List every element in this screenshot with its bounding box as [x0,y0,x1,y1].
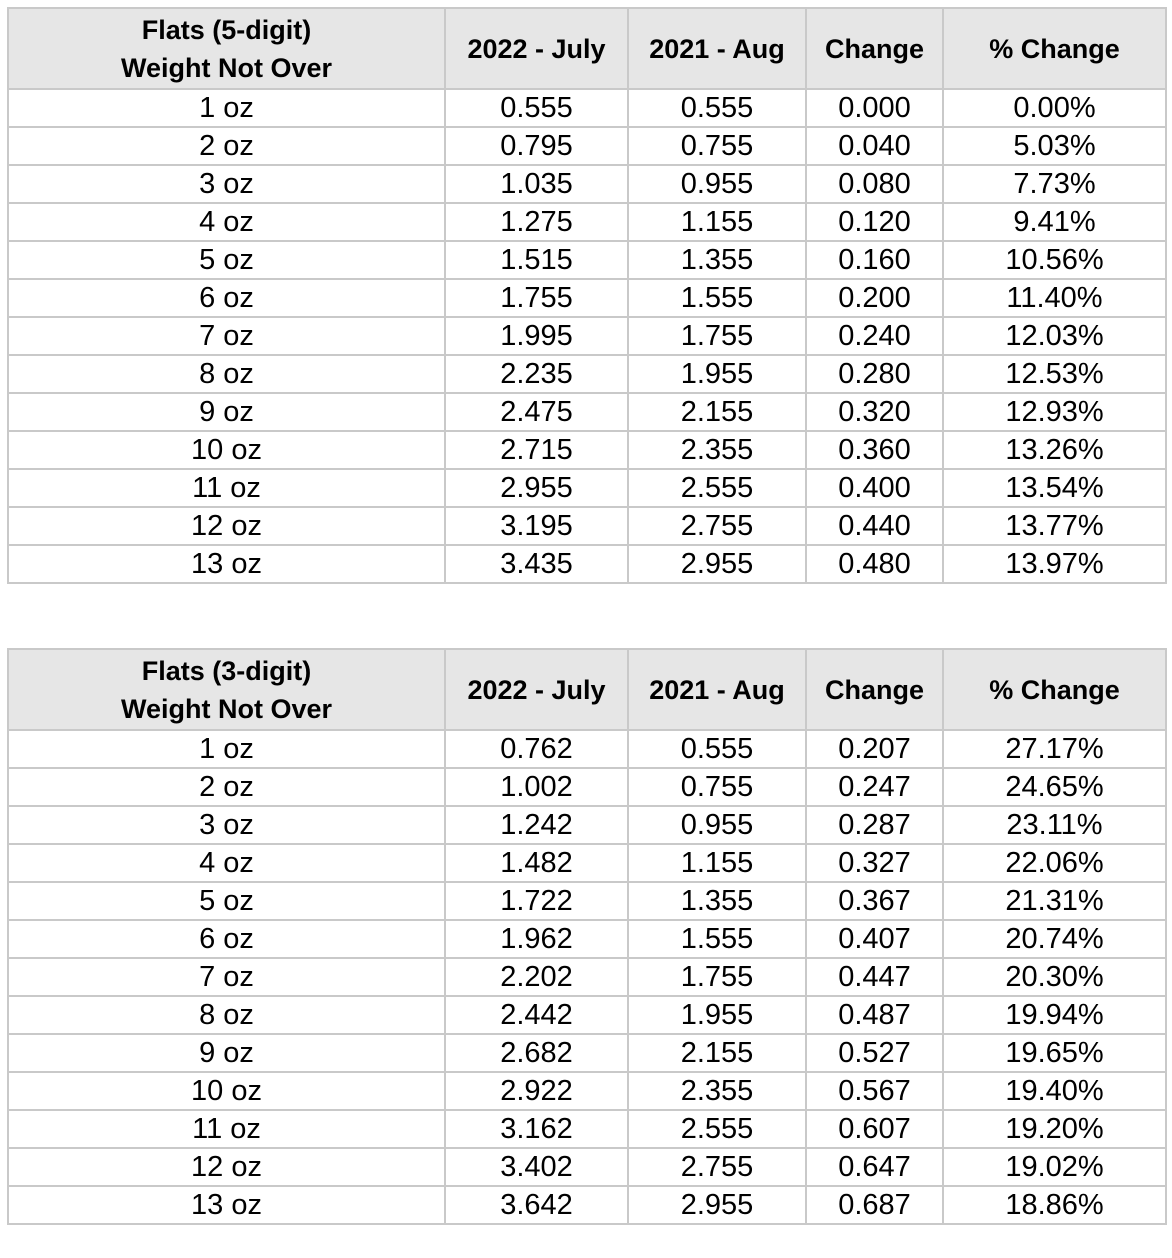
table-row [8,920,1166,958]
change-cell: 0.320 [806,393,943,431]
rate-2022-cell: 2.922 [445,1072,628,1110]
table-row [8,393,1166,431]
pct-change-cell: 27.17% [943,730,1166,768]
flats-5-digit-table [7,7,1167,584]
pct-change-cell: 12.03% [943,317,1166,355]
weight-cell: 5 oz [8,882,445,920]
rate-2022-cell: 3.435 [445,545,628,583]
weight-cell: 3 oz [8,806,445,844]
pct-change-cell: 19.94% [943,996,1166,1034]
change-cell: 0.207 [806,730,943,768]
weight-cell: 13 oz [8,545,445,583]
rate-2021-cell: 1.555 [628,920,806,958]
rate-2021-cell: 0.755 [628,768,806,806]
weight-cell: 10 oz [8,431,445,469]
change-cell: 0.607 [806,1110,943,1148]
rate-2022-cell: 2.202 [445,958,628,996]
change-cell: 0.567 [806,1072,943,1110]
pct-change-cell: 23.11% [943,806,1166,844]
flats-3-digit-table [7,648,1167,1225]
rate-2021-cell: 1.955 [628,355,806,393]
table-row [8,469,1166,507]
rate-2022-cell: 2.442 [445,996,628,1034]
change-cell: 0.487 [806,996,943,1034]
table-row [8,165,1166,203]
col-change-header: Change [806,8,943,89]
table-row [8,127,1166,165]
pct-change-cell: 13.26% [943,431,1166,469]
table-row [8,1072,1166,1110]
change-cell: 0.080 [806,165,943,203]
weight-subtitle: Weight Not Over [120,52,333,83]
table-row [8,806,1166,844]
pct-change-cell: 13.77% [943,507,1166,545]
rate-2022-cell: 1.962 [445,920,628,958]
table-body [8,730,1166,1224]
rate-2021-cell: 0.955 [628,806,806,844]
rate-2022-cell: 3.642 [445,1186,628,1224]
change-cell: 0.360 [806,431,943,469]
weight-cell: 8 oz [8,996,445,1034]
change-cell: 0.447 [806,958,943,996]
rate-2022-cell: 1.755 [445,279,628,317]
rate-2022-cell: 2.955 [445,469,628,507]
weight-cell: 4 oz [8,844,445,882]
weight-cell: 2 oz [8,768,445,806]
table-row [8,882,1166,920]
weight-cell: 5 oz [8,241,445,279]
change-cell: 0.120 [806,203,943,241]
table-header-row [8,8,1166,89]
rate-2022-cell: 2.715 [445,431,628,469]
pct-change-cell: 7.73% [943,165,1166,203]
weight-cell: 11 oz [8,1110,445,1148]
table-row [8,431,1166,469]
weight-cell: 7 oz [8,317,445,355]
table-row [8,545,1166,583]
table-row [8,507,1166,545]
rate-2021-cell: 0.555 [628,730,806,768]
pct-change-cell: 12.53% [943,355,1166,393]
weight-cell: 2 oz [8,127,445,165]
pct-change-cell: 9.41% [943,203,1166,241]
table-row [8,1110,1166,1148]
rate-2022-cell: 1.722 [445,882,628,920]
rate-2022-cell: 3.195 [445,507,628,545]
change-cell: 0.480 [806,545,943,583]
table-title: Flats (3-digit) [141,655,312,686]
weight-cell: 9 oz [8,393,445,431]
pct-change-cell: 13.54% [943,469,1166,507]
rate-2021-cell: 2.555 [628,1110,806,1148]
pct-change-cell: 5.03% [943,127,1166,165]
table-row [8,1186,1166,1224]
pct-change-cell: 11.40% [943,279,1166,317]
table-title: Flats (5-digit) [141,14,312,45]
rate-2021-cell: 1.755 [628,317,806,355]
table-body [8,89,1166,583]
weight-cell: 12 oz [8,1148,445,1186]
change-cell: 0.280 [806,355,943,393]
rate-2022-cell: 1.242 [445,806,628,844]
change-cell: 0.647 [806,1148,943,1186]
pct-change-cell: 22.06% [943,844,1166,882]
weight-cell: 8 oz [8,355,445,393]
rate-2021-cell: 2.155 [628,393,806,431]
change-cell: 0.200 [806,279,943,317]
weight-cell: 6 oz [8,920,445,958]
rate-2022-cell: 2.235 [445,355,628,393]
rate-2021-cell: 2.955 [628,545,806,583]
weight-cell: 3 oz [8,165,445,203]
pct-change-cell: 19.40% [943,1072,1166,1110]
rate-2021-cell: 2.755 [628,507,806,545]
rate-2021-cell: 2.155 [628,1034,806,1072]
pct-change-cell: 19.02% [943,1148,1166,1186]
change-cell: 0.400 [806,469,943,507]
rate-2021-cell: 1.155 [628,203,806,241]
weight-cell: 10 oz [8,1072,445,1110]
rate-2022-cell: 1.995 [445,317,628,355]
table-row [8,279,1166,317]
rate-2022-cell: 0.555 [445,89,628,127]
rate-2021-cell: 1.555 [628,279,806,317]
weight-cell: 4 oz [8,203,445,241]
table-header-row [8,649,1166,730]
col-pct-change-header: % Change [943,8,1166,89]
rate-2022-cell: 1.515 [445,241,628,279]
weight-column-header [8,8,445,89]
rate-2022-cell: 1.482 [445,844,628,882]
change-cell: 0.440 [806,507,943,545]
rate-2021-cell: 1.155 [628,844,806,882]
pct-change-cell: 12.93% [943,393,1166,431]
pct-change-cell: 20.74% [943,920,1166,958]
table-row [8,1148,1166,1186]
rate-2021-cell: 0.555 [628,89,806,127]
table-row [8,768,1166,806]
col-change-header: Change [806,649,943,730]
rate-2021-cell: 2.955 [628,1186,806,1224]
change-cell: 0.527 [806,1034,943,1072]
rate-2021-cell: 1.355 [628,241,806,279]
pct-change-cell: 10.56% [943,241,1166,279]
rate-2022-cell: 2.475 [445,393,628,431]
rate-2022-cell: 1.275 [445,203,628,241]
pct-change-cell: 13.97% [943,545,1166,583]
weight-cell: 6 oz [8,279,445,317]
weight-cell: 12 oz [8,507,445,545]
change-cell: 0.240 [806,317,943,355]
pct-change-cell: 24.65% [943,768,1166,806]
rate-2022-cell: 0.762 [445,730,628,768]
table-row [8,317,1166,355]
rate-2021-cell: 2.755 [628,1148,806,1186]
rate-2022-cell: 3.402 [445,1148,628,1186]
change-cell: 0.247 [806,768,943,806]
col-2022-july-header: 2022 - July [445,8,628,89]
change-cell: 0.160 [806,241,943,279]
change-cell: 0.040 [806,127,943,165]
rate-2021-cell: 2.555 [628,469,806,507]
table-row [8,89,1166,127]
col-2021-aug-header: 2021 - Aug [628,649,806,730]
change-cell: 0.407 [806,920,943,958]
rate-2022-cell: 3.162 [445,1110,628,1148]
table-row [8,1034,1166,1072]
weight-cell: 13 oz [8,1186,445,1224]
weight-subtitle: Weight Not Over [120,693,333,724]
change-cell: 0.367 [806,882,943,920]
change-cell: 0.000 [806,89,943,127]
pct-change-cell: 19.65% [943,1034,1166,1072]
weight-cell: 7 oz [8,958,445,996]
rate-2021-cell: 0.755 [628,127,806,165]
rate-2021-cell: 1.355 [628,882,806,920]
weight-cell: 1 oz [8,730,445,768]
table-row [8,730,1166,768]
rate-2021-cell: 1.755 [628,958,806,996]
weight-cell: 9 oz [8,1034,445,1072]
rate-2021-cell: 2.355 [628,1072,806,1110]
change-cell: 0.327 [806,844,943,882]
rate-2022-cell: 1.002 [445,768,628,806]
rate-2021-cell: 0.955 [628,165,806,203]
pct-change-cell: 19.20% [943,1110,1166,1148]
rate-2022-cell: 0.795 [445,127,628,165]
pct-change-cell: 18.86% [943,1186,1166,1224]
change-cell: 0.287 [806,806,943,844]
rate-2021-cell: 2.355 [628,431,806,469]
col-2022-july-header: 2022 - July [445,649,628,730]
col-2021-aug-header: 2021 - Aug [628,8,806,89]
weight-cell: 11 oz [8,469,445,507]
rate-2022-cell: 2.682 [445,1034,628,1072]
table-row [8,996,1166,1034]
weight-column-header [8,649,445,730]
pct-change-cell: 21.31% [943,882,1166,920]
table-row [8,355,1166,393]
col-pct-change-header: % Change [943,649,1166,730]
table-row [8,844,1166,882]
pct-change-cell: 0.00% [943,89,1166,127]
change-cell: 0.687 [806,1186,943,1224]
table-row [8,958,1166,996]
table-row [8,203,1166,241]
rate-2021-cell: 1.955 [628,996,806,1034]
table-row [8,241,1166,279]
pct-change-cell: 20.30% [943,958,1166,996]
weight-cell: 1 oz [8,89,445,127]
rate-2022-cell: 1.035 [445,165,628,203]
